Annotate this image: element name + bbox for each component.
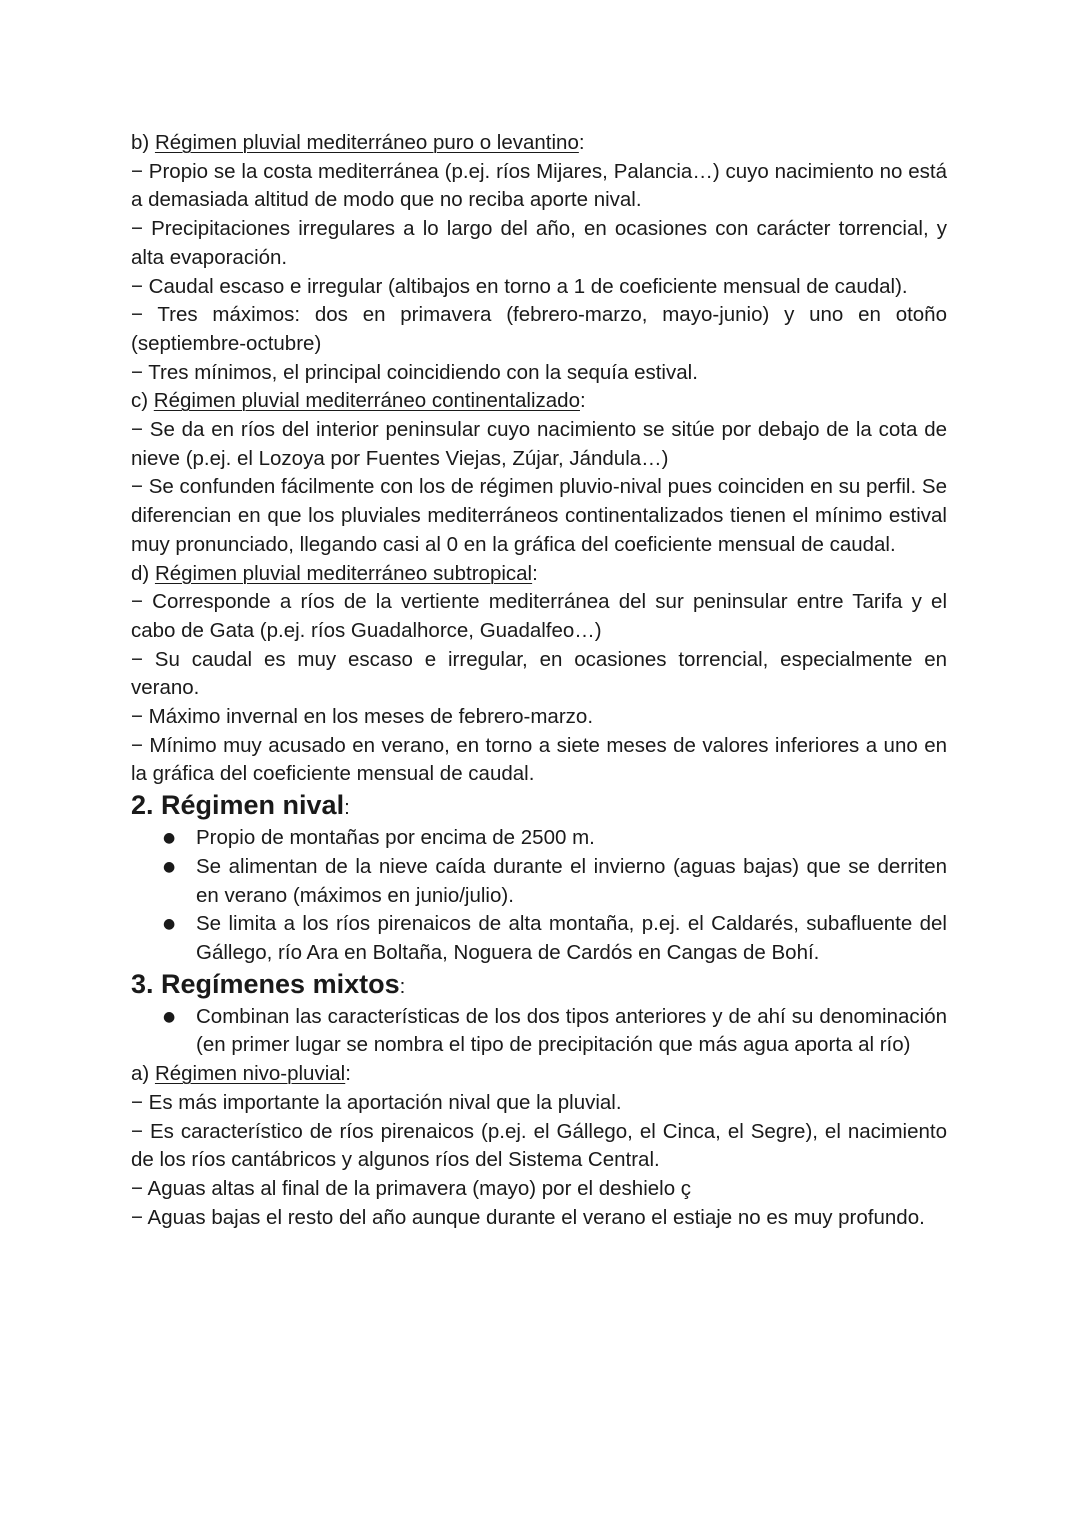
document-page <box>131 129 947 1232</box>
paragraph-line: − Precipitaciones irregulares a lo largo del año, en ocasiones con carácter torrencial, y alta evaporación. <box>131 217 947 269</box>
list-item: ● Se alimentan de la nieve caída durante el invierno (aguas bajas) que se derriten en verano (máximos en junio/julio). <box>196 853 947 910</box>
paragraph-line: − Máximo invernal en los meses de febrero-marzo. <box>131 705 594 729</box>
list-item: ● Se limita a los ríos pirenaicos de alta montaña, p.ej. el Caldarés, subafluente del Gállego, río Ara en Boltaña, Noguera de Cardós en Cangas de Bohí. <box>196 910 947 967</box>
bullet-list-nival <box>131 824 947 968</box>
bullet-list-mixtos <box>131 1003 947 1060</box>
subsection-suffix: : <box>345 1062 351 1086</box>
paragraph-line: − Es más importante la aportación nival que la pluvial. <box>131 1090 622 1114</box>
paragraph-line: − Propio se la costa mediterránea (p.ej. ríos Mijares, Palancia…) cuyo nacimiento no está a demasiada altitud de modo que no reciba aporte nival. <box>131 159 947 212</box>
subsection-suffix: : <box>579 389 586 413</box>
subsection-heading-c <box>131 387 947 416</box>
paragraph-line: − Se da en ríos del interior peninsular cuyo nacimiento se sitúe por debajo de la cota de nieve (p.ej. el Lozoya por Fuentes Viejas, Zújar, Jándula…) <box>131 418 947 470</box>
section-heading-text: 3. Regímenes mixtos <box>131 968 400 999</box>
paragraph-line: − Aguas altas al final de la primavera (mayo) por el deshielo ç <box>131 1176 692 1200</box>
subsection-prefix: d) <box>131 561 155 585</box>
list-item: ● Combinan las características de los dos tipos anteriores y de ahí su denominación (en primer lugar se nombra el tipo de precipitación que más agua aporta al río) <box>196 1003 947 1060</box>
paragraph-line: − Su caudal es muy escaso e irregular, en ocasiones torrencial, especialmente en verano. <box>131 647 947 700</box>
paragraph-line: − Aguas bajas el resto del año aunque durante el verano el estiaje no es muy profundo. <box>131 1205 925 1229</box>
subsection-title: Régimen pluvial mediterráneo puro o levantino <box>154 131 579 154</box>
subsection-title: Régimen pluvial mediterráneo subtropical <box>154 561 533 585</box>
section-heading-text: 2. Régimen nival <box>131 790 345 821</box>
list-item: ● Propio de montañas por encima de 2500 m. <box>196 824 947 853</box>
section-heading-colon: : <box>399 974 406 998</box>
subsection-prefix: a) <box>131 1062 155 1086</box>
paragraph-line: − Corresponde a ríos de la vertiente mediterránea del sur peninsular entre Tarifa y el cabo de Gata (p.ej. ríos Guadalhorce, Guadalfeo…) <box>131 590 947 642</box>
section-heading-mixtos <box>131 968 947 1003</box>
paragraph-line: − Tres mínimos, el principal coincidiendo con la sequía estival. <box>131 360 698 384</box>
subsection-prefix: b) <box>131 131 155 154</box>
subsection-suffix: : <box>578 131 585 154</box>
paragraph-line: − Mínimo muy acusado en verano, en torno a siete meses de valores inferiores a uno en la gráfica del coeficiente mensual de caudal. <box>131 733 947 786</box>
subsection-title: Régimen pluvial mediterráneo continentalizado <box>153 389 580 413</box>
subsection-heading-b <box>131 129 947 158</box>
section-heading-nival <box>131 789 947 824</box>
subsection-prefix: c) <box>131 389 154 413</box>
subsection-heading-a <box>131 1060 947 1089</box>
subsection-title: Régimen nivo-pluvial <box>154 1062 346 1086</box>
paragraph-line: − Es característico de ríos pirenaicos (p.ej. el Gállego, el Cinca, el Segre), el nacimiento de los ríos cantábricos y algunos ríos del Sistema Central. <box>131 1119 947 1172</box>
paragraph-line: − Caudal escaso e irregular (altibajos en torno a 1 de coeficiente mensual de caudal). <box>131 274 908 298</box>
subsection-suffix: : <box>532 561 538 585</box>
subsection-heading-d <box>131 560 947 589</box>
paragraph-line: − Se confunden fácilmente con los de régimen pluvio-nival pues coinciden en su perfil. Se diferencian en que los pluviales mediterráneos continentalizados tienen el mínimo estival muy pronunciado, llegando casi al 0 en la gráfica del coeficiente mensual de caudal. <box>131 475 947 556</box>
paragraph-line: − Tres máximos: dos en primavera (febrero-marzo, mayo-junio) y uno en otoño (septiembre-octubre) <box>131 303 947 355</box>
section-heading-colon: : <box>344 796 350 820</box>
